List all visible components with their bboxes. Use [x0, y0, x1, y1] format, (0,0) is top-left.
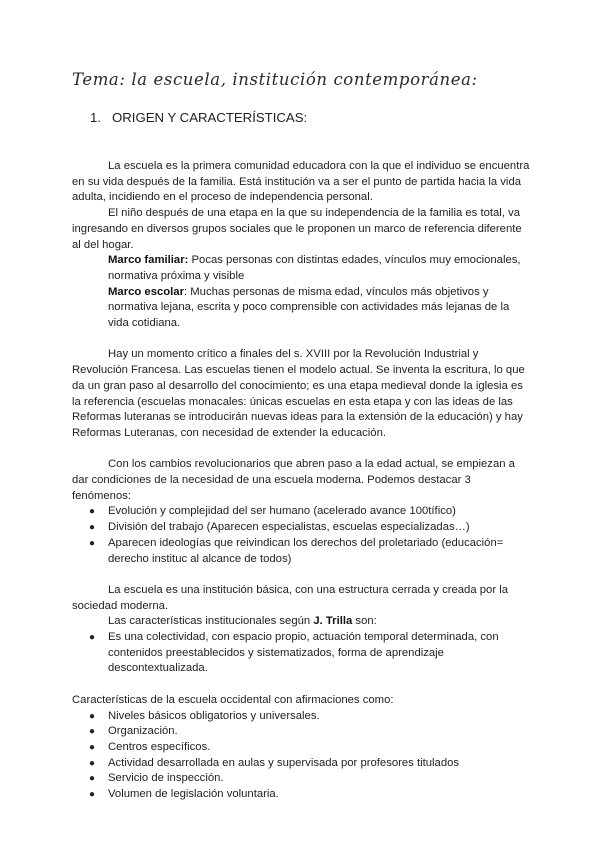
paragraph-cambios: Con los cambios revolucionarios que abren paso a la edad actual, se empiezan a dar condiciones de la necesidad de una escuela moderna. Podemos destacar 3 fenómenos:	[72, 458, 515, 502]
section-heading	[90, 110, 307, 125]
paragraph-intro: La escuela es la primera comunidad educadora con la que el individuo se encuentra en su vida después de la familia. Está institución va a ser el punto de partida hacia la vida adulta, incidiendo en el proceso de independencia personal.	[72, 160, 530, 204]
bullet-icon: ●	[89, 741, 96, 753]
bullet-icon: ●	[89, 710, 96, 722]
paragraph-occidental: Características de la escuela occidental con afirmaciones como:	[72, 693, 394, 706]
document-body	[72, 159, 530, 803]
bullet-icon: ●	[89, 773, 96, 785]
paragraph-trilla: Las características institucionales según J. Trilla son:	[108, 615, 377, 628]
bullet-icon: ●	[89, 726, 96, 738]
paragraph-institucion: La escuela es una institución básica, con una estructura cerrada y creada por la sociedad moderna.	[72, 583, 509, 612]
list-item: ● Evolución y complejidad del ser humano (acelerado avance 100tífico)	[72, 504, 530, 520]
bullet-icon: ●	[89, 789, 96, 801]
paragraph-momento-critico: Hay un momento crítico a finales del s. XVIII por la Revolución Industrial y Revolución Francesa. Las escuelas tienen el modelo actual. Se inventa la escritura, lo que da un gran paso al desarrollo del conocimiento; es una etapa medieval donde la iglesia es la referencia (escuelas monacales: únicas escuelas en esta etapa y con las ideas de las Reformas luteranas se introducirán nuevas ideas para la extensión de la educación) y hay Reformas Luteranas, con necesidad de extender la educación.	[72, 348, 525, 439]
section-number: 1.	[90, 110, 101, 125]
fenomenos-list	[72, 504, 530, 567]
paragraph-nino: El niño después de una etapa en la que su independencia de la familia es total, va ingresando en diversos grupos sociales que le proponen un marco de referencia diferente al del hogar.	[72, 207, 522, 251]
list-item: ● Es una colectividad, con espacio propio, actuación temporal determinada, con contenidos preestablecidos y sistematizados, forma de aprendizaje descontextualizada.	[89, 631, 499, 675]
page-title: Tema: la escuela, institución contemporánea:	[72, 70, 478, 89]
list-item: ● Volumen de legislación voluntaria.	[72, 787, 530, 803]
bullet-icon: ●	[89, 632, 96, 644]
marco-familiar-text: Pocas personas con distintas edades, vínculos muy emocionales, normativa próxima y visible	[108, 254, 521, 282]
marco-familiar-label: Marco familiar:	[108, 254, 189, 267]
marco-escolar	[72, 285, 530, 332]
section-heading-text: ORIGEN Y CARACTERÍSTICAS:	[112, 110, 308, 125]
list-item: ● Actividad desarrollada en aulas y supervisada por profesores titulados	[72, 756, 530, 772]
list-item: ● Niveles básicos obligatorios y universales.	[72, 709, 530, 725]
marco-escolar-label: Marco escolar	[108, 285, 184, 298]
list-item: ● Aparecen ideologías que reivindican los derechos del proletariado (educación= derecho instituc al alcance de todos)	[89, 536, 504, 565]
list-item: ● Centros específicos.	[72, 740, 530, 756]
bullet-icon: ●	[89, 537, 96, 549]
marco-familiar	[72, 253, 530, 284]
occidental-list	[72, 709, 530, 803]
list-item: ● División del trabajo (Aparecen especialistas, escuelas especializadas…)	[72, 520, 530, 536]
list-item: ● Servicio de inspección.	[72, 771, 530, 787]
bullet-icon: ●	[89, 506, 96, 518]
trilla-name: J. Trilla	[313, 615, 353, 628]
trilla-list	[72, 630, 530, 677]
marco-escolar-text: : Muchas personas de misma edad, vínculos más objetivos y normativa lejana, escrita y poco comprensible con actividades más lejanas de la vida cotidiana.	[108, 285, 510, 330]
bullet-icon: ●	[89, 757, 96, 769]
list-item: ● Organización.	[72, 724, 530, 740]
bullet-icon: ●	[89, 522, 96, 534]
